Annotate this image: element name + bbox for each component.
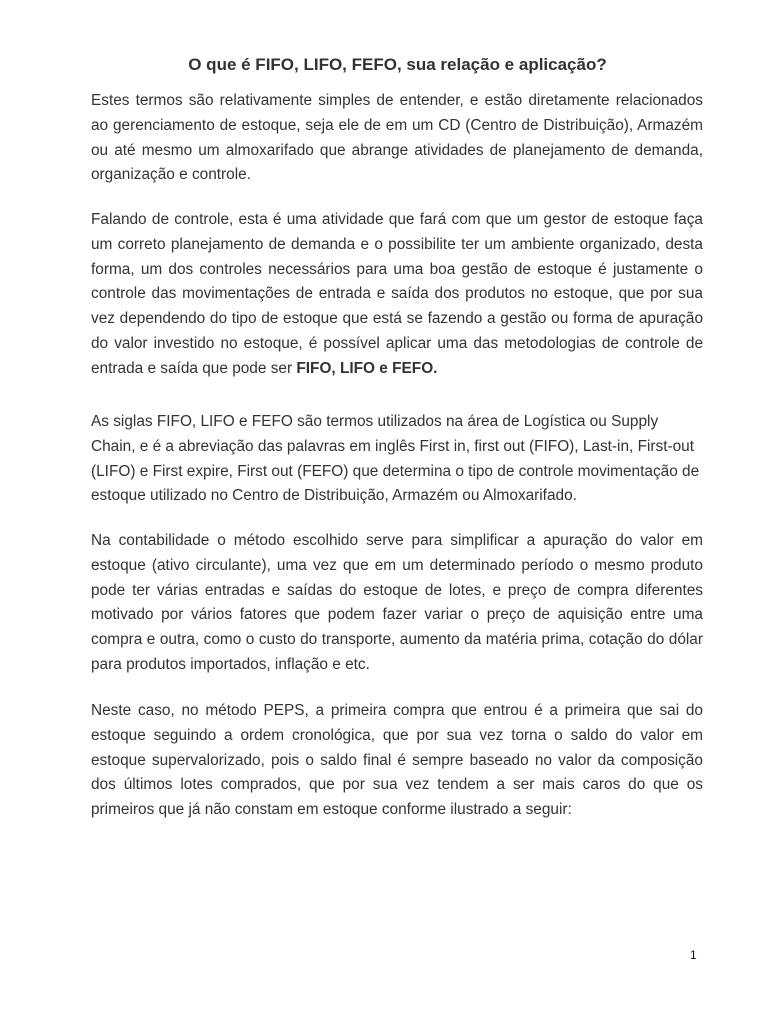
paragraph-intro: Estes termos são relativamente simples de entender, e estão diretamente relacionados ao gerenciamento de estoque, seja ele de em um CD (Centro de Distribuição), Armazém ou até mesmo um almoxarifado que abrange atividades de planejamento de demanda, organização e controle. bbox=[91, 92, 703, 184]
paragraph-control-bold: FIFO, LIFO e FEFO. bbox=[296, 359, 438, 377]
paragraph-accounting: Na contabilidade o método escolhido serve para simplificar a apuração do valor em estoque (ativo circulante), uma vez que em um determinado período o mesmo produto pode ter várias entradas e saídas do estoque de lotes, e preço de compra diferentes motivado por vários fatores que podem fazer variar o preço de aquisição entre uma compra e outra, como o custo do transporte, aumento da matéria prima, cotação do dólar para produtos importados, inflação e etc. bbox=[91, 532, 703, 673]
page-number: 1 bbox=[690, 948, 697, 962]
paragraph-acronyms: As siglas FIFO, LIFO e FEFO são termos utilizados na área de Logística ou Supply Chain, e é a abreviação das palavras em inglês First in, first out (FIFO), Last-in, First-out (LIFO) e First expire, First out (FEFO) que determina o tipo de controle movimentação de estoque utilizado no Centro de Distribuição, Armazém ou Almoxarifado. bbox=[91, 413, 700, 505]
document-title: O que é FIFO, LIFO, FEFO, sua relação e aplicação? bbox=[188, 55, 607, 74]
paragraph-control bbox=[91, 208, 703, 382]
paragraph-control-text: Falando de controle, esta é uma atividade que fará com que um gestor de estoque faça um correto planejamento de demanda e o possibilite ter um ambiente organizado, desta forma, um dos controles necessários para uma boa gestão de estoque é justamente o controle das movimentações de entrada e saída dos produtos no estoque, que por sua vez dependendo do tipo de estoque que está se fazendo a gestão ou forma de apuração do valor investido no estoque, é possível aplicar uma das metodologias de controle de entrada e saída que pode ser bbox=[91, 211, 703, 377]
paragraph-peps: Neste caso, no método PEPS, a primeira compra que entrou é a primeira que sai do estoque seguindo a ordem cronológica, que por sua vez torna o saldo do valor em estoque supervalorizado, pois o saldo final é sempre baseado no valor da composição dos últimos lotes comprados, que por sua vez tendem a ser mais caros do que os primeiros que já não constam em estoque conforme ilustrado a seguir: bbox=[91, 702, 703, 819]
